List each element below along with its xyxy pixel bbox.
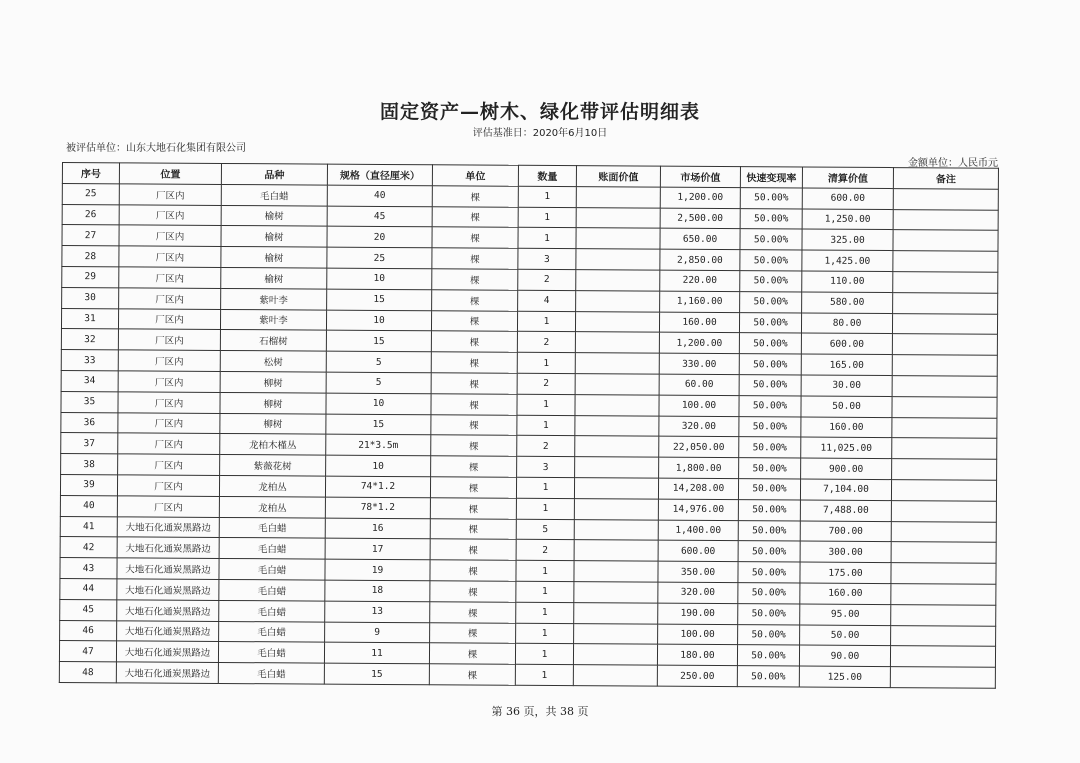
- row-liquidation-value: 300.00: [800, 541, 891, 562]
- row-unit: 棵: [429, 664, 515, 685]
- row-spec: 10: [326, 310, 431, 331]
- row-book-value: [576, 270, 660, 291]
- row-remark: [892, 334, 997, 355]
- evaluated-organization: 被评估单位：山东大地石化集团有限公司: [66, 143, 246, 154]
- row-species: 石榴树: [220, 330, 326, 351]
- row-quantity: 1: [518, 186, 576, 207]
- row-realization-rate: 50.00%: [738, 479, 800, 500]
- row-unit: 棵: [431, 435, 517, 456]
- row-unit: 棵: [431, 331, 517, 352]
- row-number: 48: [59, 662, 116, 683]
- row-species: 松树: [220, 351, 326, 372]
- row-quantity: 1: [515, 664, 573, 685]
- row-market-value: 14,976.00: [658, 499, 738, 520]
- row-number: 41: [60, 516, 117, 537]
- row-market-value: 250.00: [657, 665, 737, 686]
- row-location: 厂区内: [117, 496, 219, 517]
- row-unit: 棵: [432, 206, 518, 227]
- row-remark: [892, 376, 997, 397]
- row-species: 毛白蜡: [219, 538, 325, 559]
- row-realization-rate: 50.00%: [740, 208, 802, 229]
- row-spec: 10: [326, 393, 431, 414]
- row-spec: 78*1.2: [325, 497, 430, 518]
- row-quantity: 1: [518, 228, 576, 249]
- row-spec: 15: [327, 289, 432, 310]
- row-book-value: [575, 311, 659, 332]
- row-book-value: [574, 498, 658, 519]
- page-title: 固定资产—树木、绿化带评估明细表: [379, 101, 700, 123]
- row-remark: [892, 355, 997, 376]
- row-quantity: 2: [518, 269, 576, 290]
- row-quantity: 2: [517, 436, 575, 457]
- row-species: 毛白蜡: [221, 184, 327, 205]
- row-location: 大地石化通炭黑路边: [117, 579, 219, 600]
- row-market-value: 1,200.00: [660, 187, 740, 208]
- row-unit: 棵: [430, 601, 516, 622]
- row-number: 36: [61, 412, 118, 433]
- row-market-value: 60.00: [659, 374, 739, 395]
- row-book-value: [576, 186, 660, 207]
- row-book-value: [576, 228, 660, 249]
- row-spec: 13: [325, 601, 430, 622]
- base-date: 评估基准日：2020年6月10日: [472, 128, 608, 139]
- col-header: 规格（直径厘米）: [327, 164, 432, 185]
- row-realization-rate: 50.00%: [738, 624, 800, 645]
- row-market-value: 14,208.00: [658, 478, 738, 499]
- row-location: 大地石化通炭黑路边: [117, 600, 219, 621]
- row-liquidation-value: 50.00: [801, 396, 892, 417]
- table-container: [59, 162, 998, 689]
- row-liquidation-value: 7,488.00: [800, 500, 891, 521]
- row-realization-rate: 50.00%: [740, 291, 802, 312]
- row-location: 厂区内: [119, 204, 221, 225]
- row-realization-rate: 50.00%: [740, 250, 802, 271]
- row-quantity: 1: [516, 623, 574, 644]
- row-quantity: 1: [517, 415, 575, 436]
- row-liquidation-value: 160.00: [801, 417, 892, 438]
- row-location: 大地石化通炭黑路边: [117, 516, 219, 537]
- row-book-value: [574, 519, 658, 540]
- row-remark: [892, 417, 997, 438]
- row-liquidation-value: 700.00: [800, 521, 891, 542]
- row-liquidation-value: 50.00: [800, 625, 891, 646]
- row-remark: [892, 313, 997, 334]
- row-market-value: 1,400.00: [658, 520, 738, 541]
- row-liquidation-value: 1,250.00: [802, 209, 893, 230]
- row-number: 37: [61, 433, 118, 454]
- row-location: 厂区内: [119, 184, 221, 205]
- row-number: 43: [60, 558, 117, 579]
- row-spec: 21*3.5m: [326, 434, 431, 455]
- col-header: 序号: [62, 163, 119, 184]
- row-book-value: [576, 290, 660, 311]
- col-header: 快速变现率: [740, 167, 802, 188]
- row-quantity: 1: [516, 560, 574, 581]
- row-realization-rate: 50.00%: [737, 645, 799, 666]
- row-remark: [891, 500, 996, 521]
- row-market-value: 320.00: [658, 582, 738, 603]
- row-location: 大地石化通炭黑路边: [117, 558, 219, 579]
- row-realization-rate: 50.00%: [738, 541, 800, 562]
- row-quantity: 5: [516, 519, 574, 540]
- row-book-value: [574, 602, 658, 623]
- row-quantity: 1: [516, 581, 574, 602]
- row-quantity: 1: [517, 394, 575, 415]
- row-liquidation-value: 30.00: [801, 375, 892, 396]
- row-quantity: 1: [516, 477, 574, 498]
- row-unit: 棵: [431, 310, 517, 331]
- row-quantity: 2: [517, 373, 575, 394]
- row-liquidation-value: 110.00: [802, 271, 893, 292]
- col-header: 单位: [432, 165, 518, 186]
- row-realization-rate: 50.00%: [738, 562, 800, 583]
- row-spec: 10: [327, 268, 432, 289]
- row-spec: 40: [327, 185, 432, 206]
- row-remark: [890, 667, 995, 688]
- row-realization-rate: 50.00%: [739, 395, 801, 416]
- row-location: 厂区内: [118, 308, 220, 329]
- row-location: 厂区内: [118, 392, 220, 413]
- row-book-value: [574, 478, 658, 499]
- row-species: 毛白蜡: [219, 517, 325, 538]
- row-realization-rate: 50.00%: [739, 458, 801, 479]
- row-unit: 棵: [429, 643, 515, 664]
- row-spec: 25: [327, 247, 432, 268]
- row-species: 榆树: [221, 247, 327, 268]
- valuation-table: [59, 162, 999, 689]
- row-market-value: 22,050.00: [659, 437, 739, 458]
- row-market-value: 190.00: [658, 603, 738, 624]
- row-market-value: 2,500.00: [660, 208, 740, 229]
- row-quantity: 3: [517, 456, 575, 477]
- col-header: 品种: [221, 163, 327, 184]
- row-unit: 棵: [431, 456, 517, 477]
- row-realization-rate: 50.00%: [740, 271, 802, 292]
- row-number: 32: [61, 329, 118, 350]
- row-species: 榆树: [221, 267, 327, 288]
- row-realization-rate: 50.00%: [740, 187, 802, 208]
- row-spec: 15: [324, 663, 429, 684]
- row-location: 厂区内: [118, 433, 220, 454]
- table-body: [59, 183, 998, 688]
- row-spec: 5: [326, 351, 431, 372]
- row-market-value: 180.00: [657, 644, 737, 665]
- col-header: 备注: [893, 168, 998, 189]
- row-market-value: 330.00: [659, 353, 739, 374]
- row-book-value: [575, 374, 659, 395]
- row-book-value: [575, 353, 659, 374]
- row-unit: 棵: [432, 186, 518, 207]
- row-number: 25: [62, 183, 119, 204]
- row-market-value: 600.00: [658, 540, 738, 561]
- row-liquidation-value: 175.00: [800, 562, 891, 583]
- row-market-value: 350.00: [658, 561, 738, 582]
- row-remark: [891, 604, 996, 625]
- row-species: 龙柏木槿丛: [220, 434, 326, 455]
- row-quantity: 1: [517, 352, 575, 373]
- row-number: 35: [61, 391, 118, 412]
- row-species: 紫叶李: [220, 309, 326, 330]
- row-quantity: 2: [516, 540, 574, 561]
- row-species: 紫薇花树: [220, 455, 326, 476]
- row-species: 柳树: [220, 392, 326, 413]
- table-row: [59, 662, 995, 689]
- row-spec: 15: [326, 330, 431, 351]
- row-market-value: 100.00: [658, 624, 738, 645]
- row-liquidation-value: 600.00: [801, 333, 892, 354]
- row-market-value: 2,850.00: [660, 249, 740, 270]
- row-book-value: [573, 665, 657, 686]
- row-realization-rate: 50.00%: [739, 333, 801, 354]
- row-liquidation-value: 600.00: [802, 188, 893, 209]
- row-spec: 20: [327, 227, 432, 248]
- row-book-value: [575, 436, 659, 457]
- row-unit: 棵: [430, 581, 516, 602]
- row-species: 毛白蜡: [219, 579, 325, 600]
- row-unit: 棵: [431, 352, 517, 373]
- row-book-value: [576, 249, 660, 270]
- row-quantity: 1: [518, 207, 576, 228]
- row-unit: 棵: [432, 290, 518, 311]
- col-header: 账面价值: [576, 166, 660, 187]
- row-liquidation-value: 7,104.00: [800, 479, 891, 500]
- row-remark: [893, 209, 998, 230]
- row-spec: 5: [326, 372, 431, 393]
- row-spec: 10: [326, 455, 431, 476]
- row-location: 厂区内: [117, 475, 219, 496]
- row-location: 大地石化通炭黑路边: [117, 537, 219, 558]
- row-number: 31: [61, 308, 118, 329]
- row-spec: 17: [325, 538, 430, 559]
- row-liquidation-value: 80.00: [801, 313, 892, 334]
- row-location: 厂区内: [118, 371, 220, 392]
- row-species: 榆树: [221, 205, 327, 226]
- row-book-value: [575, 415, 659, 436]
- row-realization-rate: 50.00%: [739, 416, 801, 437]
- row-species: 毛白蜡: [218, 663, 324, 684]
- row-realization-rate: 50.00%: [740, 229, 802, 250]
- row-number: 44: [60, 578, 117, 599]
- row-spec: 45: [327, 206, 432, 227]
- row-remark: [891, 584, 996, 605]
- row-spec: 74*1.2: [325, 476, 430, 497]
- row-species: 龙柏丛: [219, 496, 325, 517]
- row-remark: [893, 188, 998, 209]
- row-location: 厂区内: [119, 288, 221, 309]
- row-location: 大地石化通炭黑路边: [116, 662, 218, 683]
- row-book-value: [575, 457, 659, 478]
- row-species: 柳树: [220, 371, 326, 392]
- row-number: 26: [62, 204, 119, 225]
- row-book-value: [575, 394, 659, 415]
- row-number: 33: [61, 350, 118, 371]
- row-remark: [893, 272, 998, 293]
- row-liquidation-value: 1,425.00: [802, 250, 893, 271]
- row-quantity: 1: [516, 498, 574, 519]
- row-book-value: [574, 582, 658, 603]
- row-number: 38: [61, 454, 118, 475]
- row-market-value: 650.00: [660, 229, 740, 250]
- row-book-value: [574, 561, 658, 582]
- row-remark: [892, 459, 997, 480]
- col-header: 数量: [518, 165, 576, 186]
- row-market-value: 1,800.00: [659, 457, 739, 478]
- row-book-value: [574, 623, 658, 644]
- row-species: 榆树: [221, 226, 327, 247]
- row-unit: 棵: [431, 394, 517, 415]
- row-realization-rate: 50.00%: [739, 354, 801, 375]
- row-remark: [893, 251, 998, 272]
- row-market-value: 220.00: [660, 270, 740, 291]
- row-spec: 15: [326, 414, 431, 435]
- row-quantity: 2: [517, 332, 575, 353]
- row-location: 大地石化通炭黑路边: [116, 641, 218, 662]
- row-market-value: 1,200.00: [659, 333, 739, 354]
- row-unit: 棵: [432, 269, 518, 290]
- row-book-value: [574, 540, 658, 561]
- row-location: 厂区内: [118, 350, 220, 371]
- row-remark: [891, 563, 996, 584]
- row-liquidation-value: 90.00: [799, 645, 890, 666]
- row-unit: 棵: [430, 477, 516, 498]
- row-remark: [891, 542, 996, 563]
- row-spec: 16: [325, 518, 430, 539]
- row-number: 34: [61, 370, 118, 391]
- row-number: 45: [60, 599, 117, 620]
- row-species: 毛白蜡: [218, 642, 324, 663]
- row-unit: 棵: [430, 622, 516, 643]
- row-quantity: 3: [518, 248, 576, 269]
- row-location: 厂区内: [118, 412, 220, 433]
- row-unit: 棵: [432, 227, 518, 248]
- row-realization-rate: 50.00%: [739, 312, 801, 333]
- row-location: 厂区内: [118, 454, 220, 475]
- row-remark: [892, 396, 997, 417]
- col-header: 清算价值: [802, 167, 893, 188]
- row-spec: 9: [325, 622, 430, 643]
- row-spec: 11: [324, 642, 429, 663]
- row-number: 40: [60, 495, 117, 516]
- row-number: 30: [62, 287, 119, 308]
- row-location: 厂区内: [119, 246, 221, 267]
- row-market-value: 1,160.00: [660, 291, 740, 312]
- row-remark: [893, 292, 998, 313]
- row-realization-rate: 50.00%: [737, 666, 799, 687]
- row-remark: [891, 521, 996, 542]
- row-book-value: [576, 207, 660, 228]
- row-remark: [890, 646, 995, 667]
- row-unit: 棵: [430, 539, 516, 560]
- row-number: 29: [62, 266, 119, 287]
- row-location: 大地石化通炭黑路边: [117, 620, 219, 641]
- row-remark: [891, 480, 996, 501]
- row-species: 龙柏丛: [219, 475, 325, 496]
- row-unit: 棵: [432, 248, 518, 269]
- row-quantity: 4: [518, 290, 576, 311]
- row-location: 厂区内: [118, 329, 220, 350]
- row-realization-rate: 50.00%: [739, 375, 801, 396]
- row-quantity: 1: [516, 602, 574, 623]
- row-species: 毛白蜡: [219, 600, 325, 621]
- row-unit: 棵: [431, 414, 517, 435]
- row-unit: 棵: [430, 560, 516, 581]
- row-quantity: 1: [515, 644, 573, 665]
- row-spec: 18: [325, 580, 430, 601]
- row-species: 毛白蜡: [219, 621, 325, 642]
- row-realization-rate: 50.00%: [738, 603, 800, 624]
- row-remark: [891, 625, 996, 646]
- row-spec: 19: [325, 559, 430, 580]
- row-liquidation-value: 11,025.00: [801, 437, 892, 458]
- row-book-value: [573, 644, 657, 665]
- row-location: 厂区内: [119, 225, 221, 246]
- row-realization-rate: 50.00%: [738, 520, 800, 541]
- row-number: 39: [60, 474, 117, 495]
- row-unit: 棵: [430, 518, 516, 539]
- row-realization-rate: 50.00%: [739, 437, 801, 458]
- row-liquidation-value: 160.00: [800, 583, 891, 604]
- row-location: 厂区内: [119, 267, 221, 288]
- row-number: 27: [62, 225, 119, 246]
- row-market-value: 100.00: [659, 395, 739, 416]
- row-realization-rate: 50.00%: [738, 583, 800, 604]
- row-realization-rate: 50.00%: [738, 499, 800, 520]
- row-book-value: [575, 332, 659, 353]
- row-liquidation-value: 165.00: [801, 354, 892, 375]
- row-market-value: 160.00: [659, 312, 739, 333]
- row-liquidation-value: 900.00: [801, 458, 892, 479]
- row-unit: 棵: [430, 498, 516, 519]
- row-species: 柳树: [220, 413, 326, 434]
- row-species: 毛白蜡: [219, 559, 325, 580]
- row-remark: [892, 438, 997, 459]
- row-number: 47: [59, 641, 116, 662]
- currency-unit: 金额单位：人民币元: [908, 158, 998, 169]
- row-unit: 棵: [431, 373, 517, 394]
- row-market-value: 320.00: [659, 416, 739, 437]
- row-liquidation-value: 95.00: [800, 604, 891, 625]
- row-species: 紫叶李: [221, 288, 327, 309]
- row-liquidation-value: 325.00: [802, 229, 893, 250]
- row-number: 42: [60, 537, 117, 558]
- page-footer: 第 36 页，共 38 页: [491, 705, 589, 718]
- row-liquidation-value: 125.00: [799, 666, 890, 687]
- row-remark: [893, 230, 998, 251]
- col-header: 市场价值: [660, 166, 740, 187]
- row-quantity: 1: [517, 311, 575, 332]
- row-liquidation-value: 580.00: [802, 292, 893, 313]
- col-header: 位置: [119, 163, 221, 184]
- row-number: 28: [62, 246, 119, 267]
- row-number: 46: [60, 620, 117, 641]
